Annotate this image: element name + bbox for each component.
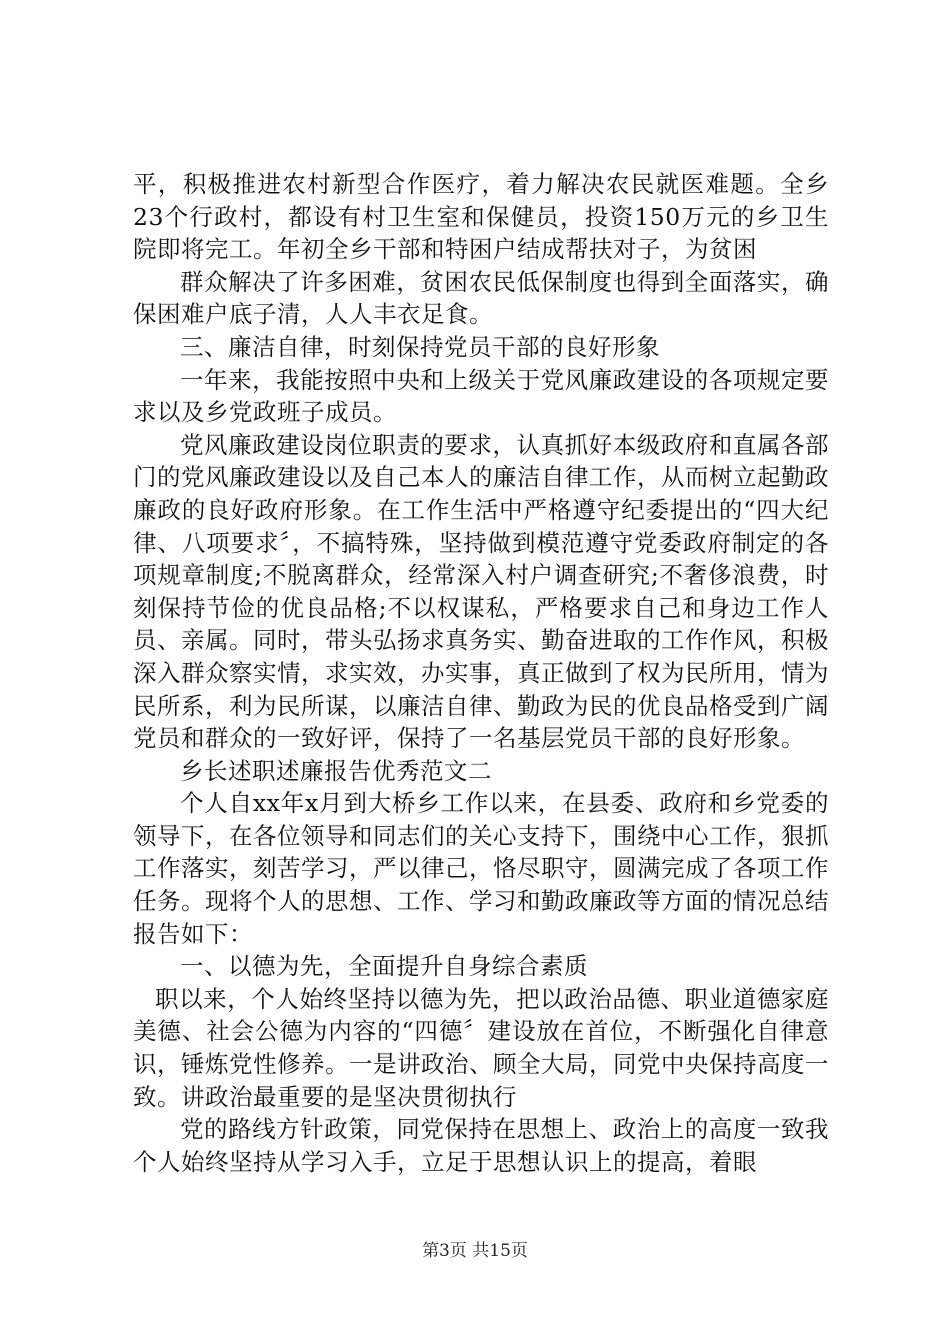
paragraph: 党的路线方针政策，同党保持在思想上、政治上的高度一致我个人始终坚持从学习入手，立足于思想认识上的提高，着眼 bbox=[133, 1115, 829, 1176]
paragraph: 一、以德为先，全面提升自身综合素质 bbox=[180, 952, 588, 981]
paragraph: 个人自xx年x月到大桥乡工作以来，在县委、政府和乡党委的领导下，在各位领导和同志们的关心支持下，围绕中心工作，狠抓工作落实，刻苦学习，严以律己，恪尽职守，圆满完成了各项工作任务。现将个人的思想、工作、学习和勤政廉政等方面的情况总结报告如下： bbox=[133, 789, 829, 948]
paragraph: 群众解决了许多困难，贫困农民低保制度也得到全面落实，确保困难户底子清，人人丰衣足食。 bbox=[133, 267, 829, 329]
page-footer: 第3页 共15页 bbox=[422, 1241, 528, 1261]
paragraph: 三、廉洁自律，时刻保持党员干部的良好形象 bbox=[180, 332, 660, 361]
paragraph: 平，积极推进农村新型合作医疗，着力解决农民就医难题。全乡23个行政村，都设有村卫生室和保健员，投资150万元的乡卫生院即将完工。年初全乡干部和特困户结成帮扶对子，为贫困 bbox=[133, 170, 829, 264]
paragraph: 职以来，个人始终坚持以德为先，把以政治品德、职业道德家庭美德、社会公德为内容的“四德〞建设放在首位，不断强化自律意识，锤炼党性修养。一是讲政治、顾全大局，同党中央保持高度一致。讲政治最重要的是坚决贯彻执行 bbox=[133, 984, 829, 1111]
document-body bbox=[133, 168, 829, 1178]
paragraph: 一年来，我能按照中央和上级关于党风廉政建设的各项规定要求以及乡党政班子成员。 bbox=[133, 365, 829, 427]
paragraph: 党风廉政建设岗位职责的要求，认真抓好本级政府和直属各部门的党风廉政建设以及自己本人的廉洁自律工作，从而树立起勤政廉政的良好政府形象。在工作生活中严格遵守纪委提出的“四大纪律、八项要求〞，不搞特殊，坚持做到模范遵守党委政府制定的各项规章制度;不脱离群众，经常深入村户调查研究;不奢侈浪费，时刻保持节俭的优良品格;不以权谋私，严格要求自己和身边工作人员、亲属。同时，带头弘扬求真务实、勤奋进取的工作作风，积极深入群众察实情，求实效，办实事，真正做到了权为民所用，情为民所系，利为民所谋，以廉洁自律、勤政为民的优良品格受到广阔党员和群众的一致好评，保持了一名基层党员干部的良好形象。 bbox=[133, 430, 829, 753]
paragraph: 乡长述职述廉报告优秀范文二 bbox=[180, 756, 492, 785]
